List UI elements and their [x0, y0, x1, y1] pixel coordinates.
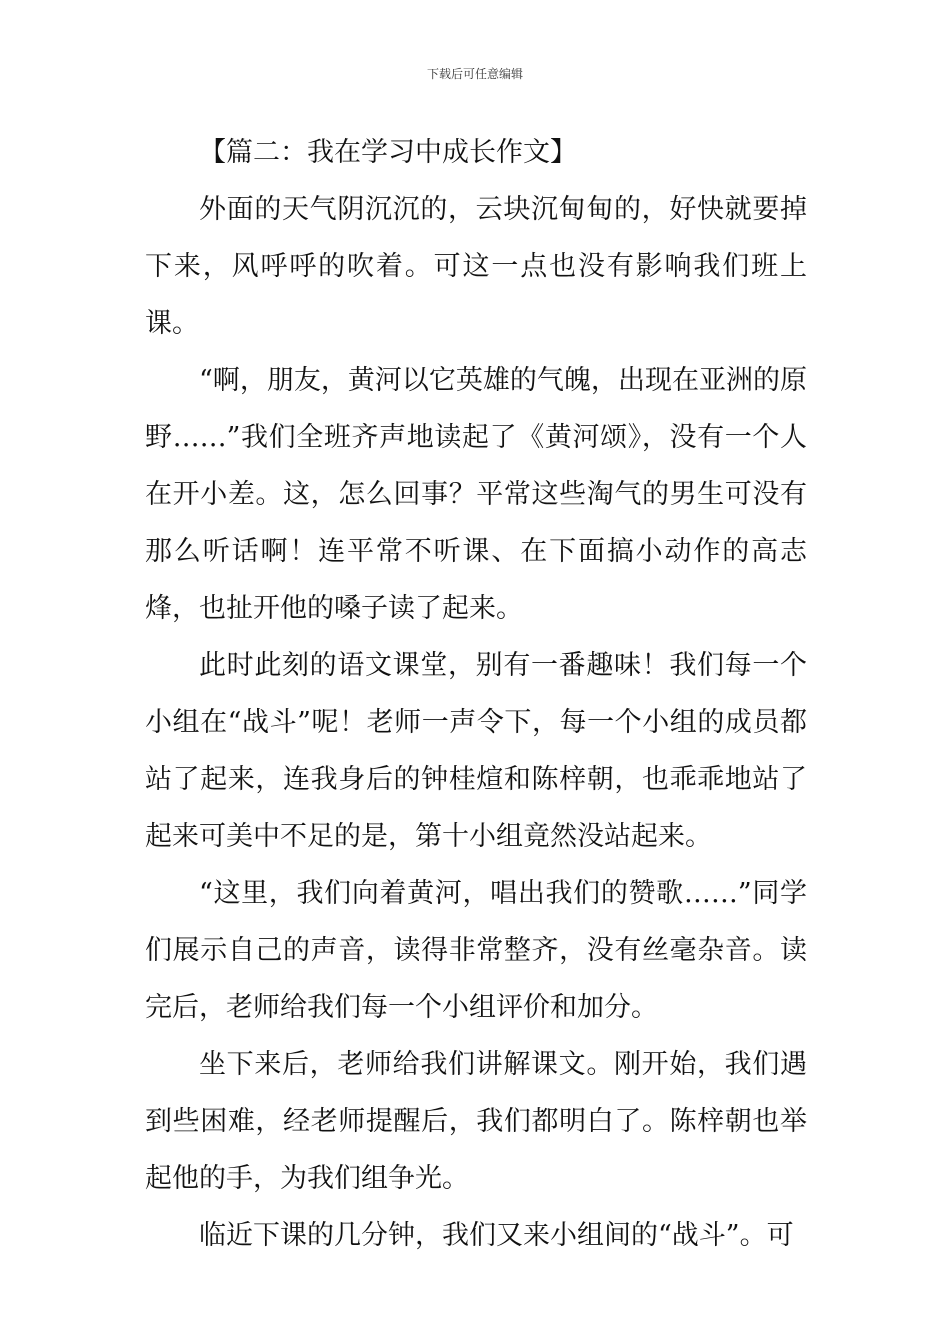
- paragraph: “这里，我们向着黄河，唱出我们的赞歌……”同学们展示自己的声音，读得非常整齐，没有丝毫杂音。读完后，老师给我们每一个小组评价和加分。: [145, 878, 807, 1023]
- page-header-note: 下载后可任意编辑: [426, 67, 523, 81]
- paragraph: 坐下来后，老师给我们讲解课文。刚开始，我们遇到些困难，经老师提醒后，我们都明白了。陈梓朝也举起他的手，为我们组争光。: [145, 1049, 807, 1194]
- paragraph: 此时此刻的语文课堂，别有一番趣味！我们每一个小组在“战斗”呢！老师一声令下，每一个小组的成员都站了起来，连我身后的钟桂煊和陈梓朝，也乖乖地站了起来可美中不足的是，第十小组竟然没站起来。: [145, 650, 807, 852]
- document-title: 【篇二：我在学习中成长作文】: [199, 137, 577, 168]
- paragraph: 外面的天气阴沉沉的，云块沉甸甸的，好快就要掉下来，风呼呼的吹着。可这一点也没有影响我们班上课。: [145, 194, 807, 339]
- paragraph: “啊，朋友，黄河以它英雄的气魄，出现在亚洲的原野……”我们全班齐声地读起了《黄河颂》，没有一个人在开小差。这，怎么回事？平常这些淘气的男生可没有那么听话啊！连平常不听课、在下面搞小动作的高志烽，也扯开他的嗓子读了起来。: [145, 365, 807, 624]
- document-body: [145, 124, 807, 1264]
- paragraph: 临近下课的几分钟，我们又来小组间的“战斗”。可: [199, 1220, 794, 1251]
